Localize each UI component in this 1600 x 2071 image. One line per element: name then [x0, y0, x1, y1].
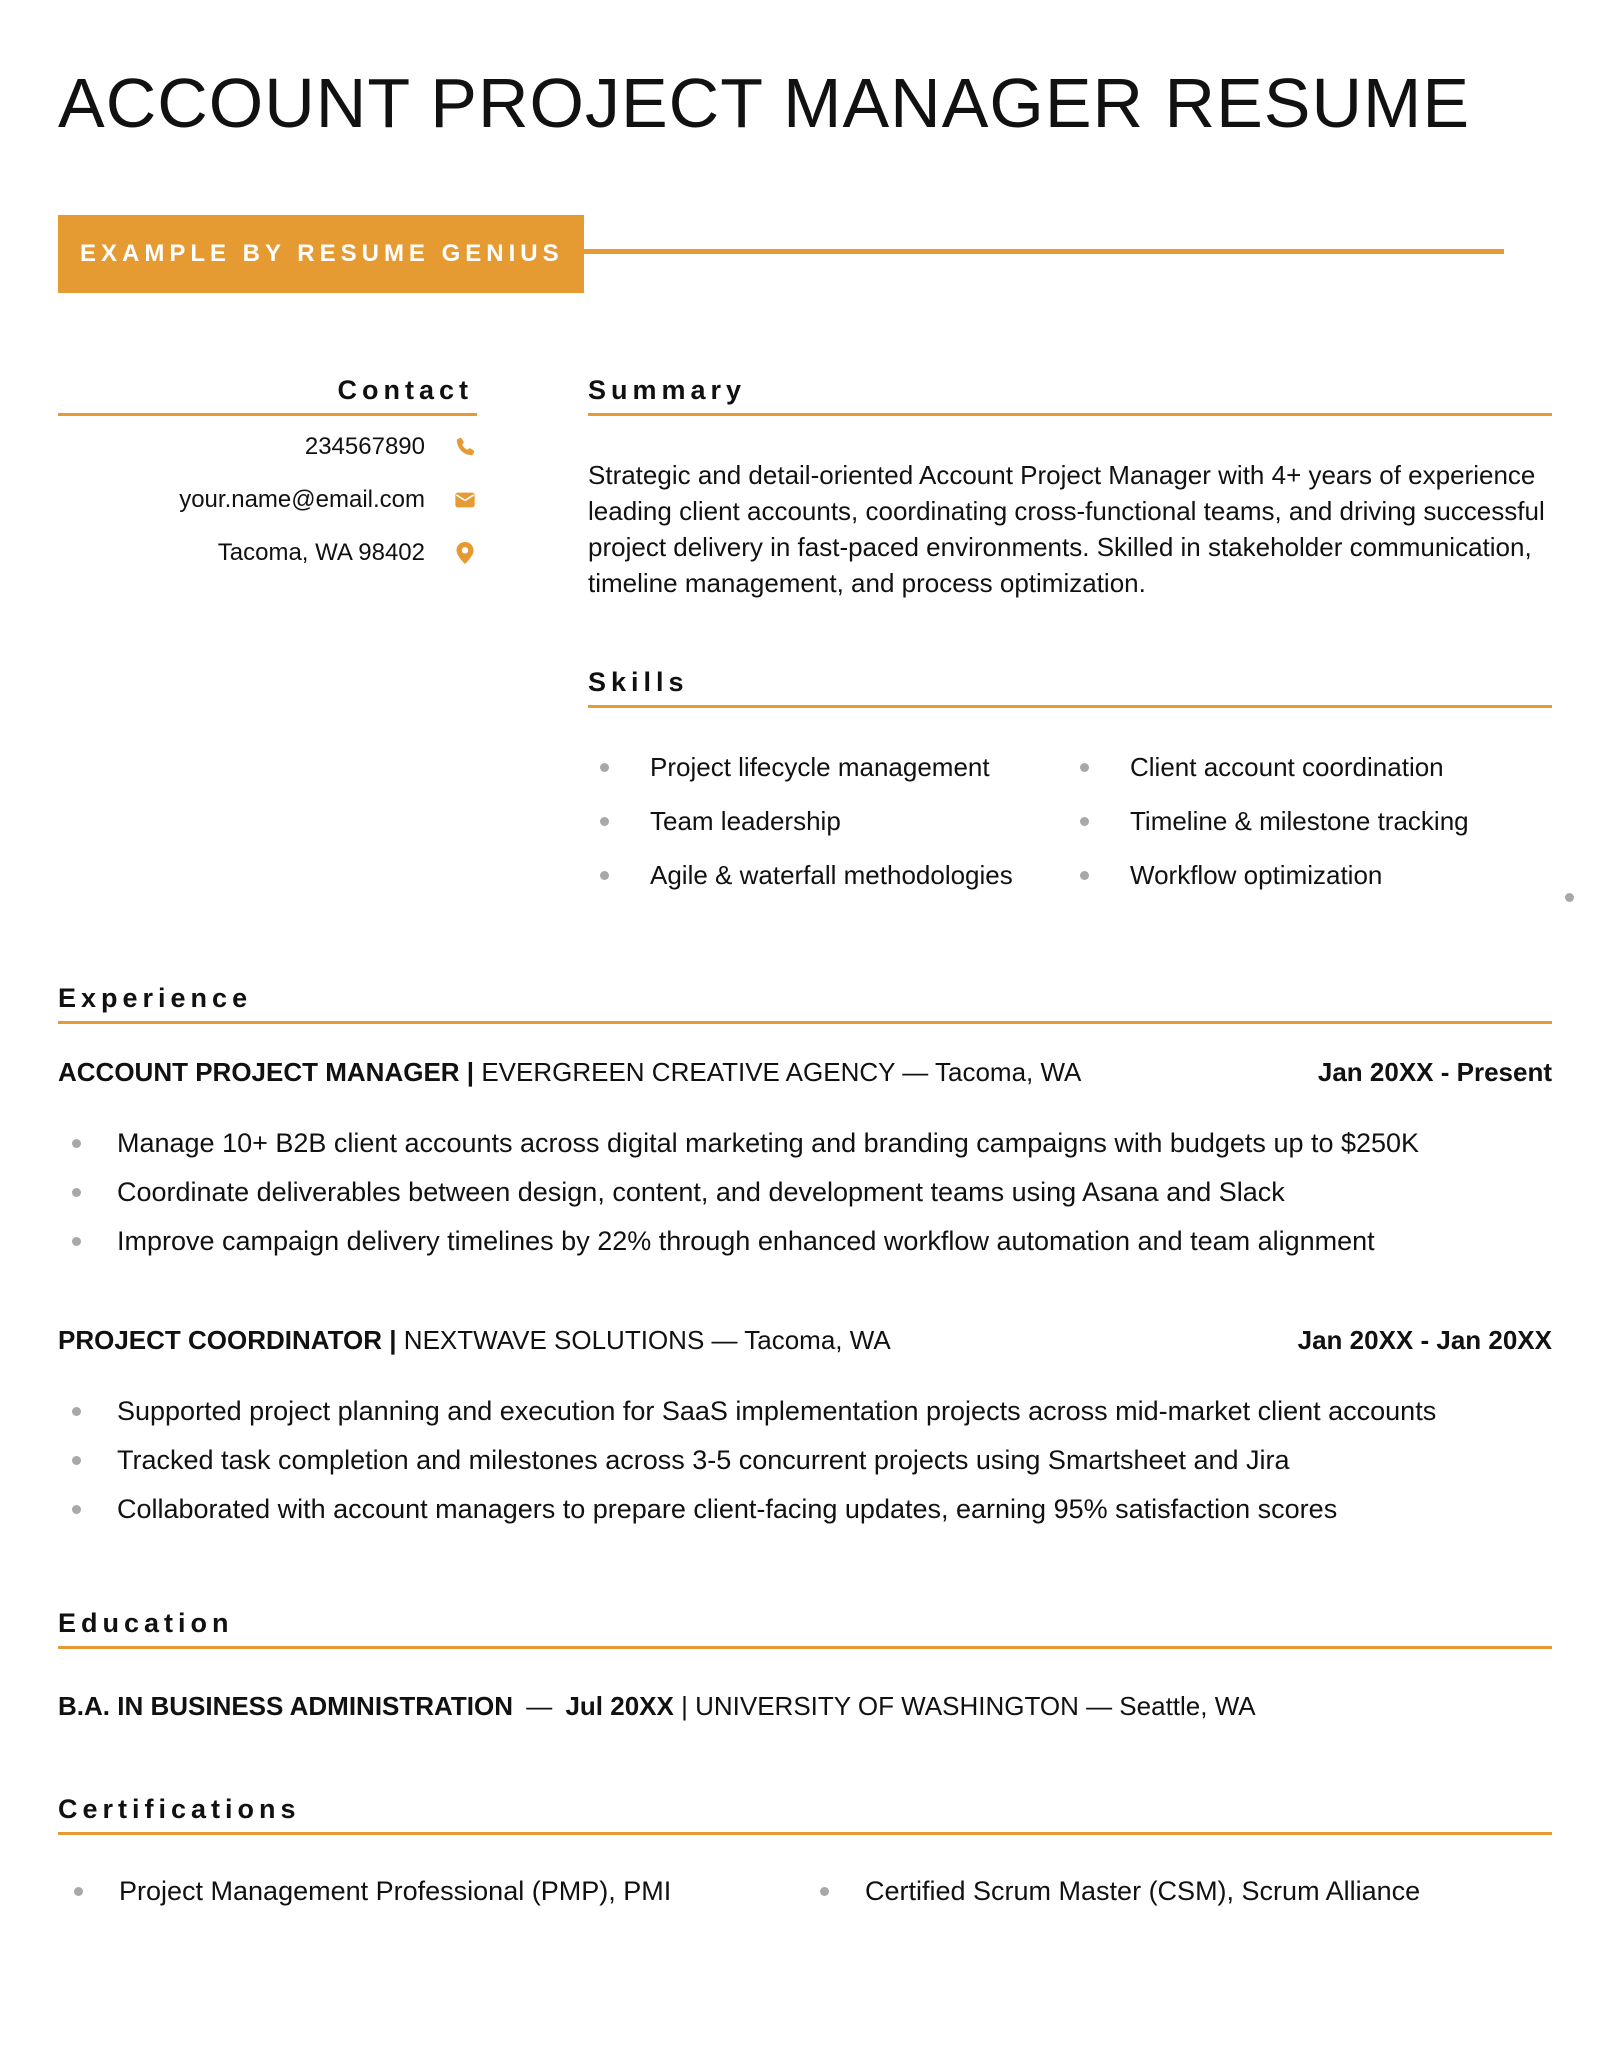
certification-label: Certified Scrum Master (CSM), Scrum Alliance [865, 1875, 1421, 1906]
job-company: EVERGREEN CREATIVE AGENCY — Tacoma, WA [481, 1057, 1082, 1087]
job-dates: Jan 20XX - Present [1317, 1057, 1552, 1087]
job-header [58, 1054, 1552, 1090]
certification-label: Project Management Professional (PMP), PMI [119, 1875, 672, 1906]
job-bullets [72, 1119, 1552, 1266]
summary-heading: Summary [588, 373, 1552, 416]
bullet-text: Supported project planning and execution for SaaS implementation projects across mid-market client accounts [117, 1396, 1437, 1426]
skill-item [1080, 856, 1560, 894]
certifications-list [74, 1872, 1554, 1910]
list-item [72, 1217, 1552, 1266]
summary-text: Strategic and detail-oriented Account Project Manager with 4+ years of experience leading client accounts, coordinating cross-functional teams, and driving successful project delivery in fast-paced environments. Skilled in stakeholder communication, timeline management, and process optimization. [588, 460, 1545, 598]
skill-label: Team leadership [650, 805, 841, 836]
certification-item [74, 1872, 820, 1910]
bullet-text: Coordinate deliverables between design, content, and development teams using Asana and Slack [117, 1177, 1285, 1207]
contact-location: Tacoma, WA 98402 [217, 539, 425, 566]
skill-label: Timeline & milestone tracking [1130, 805, 1469, 836]
education-date: Jul 20XX [565, 1691, 674, 1721]
bullet-text: Manage 10+ B2B client accounts across digital marketing and branding campaigns with budgets up to $250K [117, 1128, 1420, 1158]
skill-label: Agile & waterfall methodologies [650, 859, 1013, 890]
job-heading [58, 1054, 1081, 1090]
skill-label: Project lifecycle management [650, 751, 990, 782]
contact-heading: Contact [58, 373, 477, 416]
bullet-dot [72, 1407, 81, 1416]
list-item [72, 1485, 1552, 1534]
bullet-dot [72, 1505, 81, 1514]
list-item [72, 1436, 1552, 1485]
skills-list [600, 748, 1560, 894]
skills-heading: Skills [588, 665, 1552, 708]
certifications-heading: Certifications [58, 1792, 1552, 1835]
bullet-dot [72, 1237, 81, 1246]
skill-item [600, 748, 1080, 786]
job-separator: | [382, 1325, 404, 1355]
job-heading [58, 1322, 891, 1358]
skill-item [600, 856, 1080, 894]
bullet-dot [72, 1188, 81, 1197]
bullet-text: Improve campaign delivery timelines by 22% through enhanced workflow automation and team alignment [117, 1226, 1375, 1256]
skill-label: Client account coordination [1130, 751, 1444, 782]
job-separator: | [459, 1057, 482, 1087]
skill-item [1080, 748, 1560, 786]
job-title: ACCOUNT PROJECT MANAGER [58, 1057, 460, 1087]
education-separator: | [673, 1691, 696, 1721]
contact-email: your.name@email.com [179, 486, 425, 513]
location-pin-icon [453, 541, 477, 565]
contact-location-row [58, 538, 477, 568]
email-icon [453, 488, 477, 512]
contact-phone: 234567890 [304, 433, 425, 460]
bullet-dot [820, 1887, 829, 1896]
job-header [58, 1322, 1552, 1358]
skill-item [600, 802, 1080, 840]
contact-phone-row [58, 432, 477, 462]
bullet-dot [72, 1139, 81, 1148]
job-bullets [72, 1387, 1552, 1534]
list-item [72, 1168, 1552, 1217]
school: UNIVERSITY OF WASHINGTON — Seattle, WA [695, 1691, 1256, 1721]
page-title: ACCOUNT PROJECT MANAGER RESUME [58, 64, 1471, 142]
bullet-dot [1080, 871, 1089, 880]
bullet-dot [600, 817, 609, 826]
bullet-dot [600, 871, 609, 880]
degree: B.A. IN BUSINESS ADMINISTRATION [58, 1691, 514, 1721]
skill-label: Workflow optimization [1130, 859, 1383, 890]
skill-item [1080, 802, 1560, 840]
list-item [72, 1387, 1552, 1436]
bullet-dot [1080, 817, 1089, 826]
education-entry [58, 1688, 1256, 1724]
bullet-dot [74, 1887, 83, 1896]
contact-email-row [58, 485, 477, 515]
bullet-dot [72, 1456, 81, 1465]
certification-item [820, 1872, 1554, 1910]
bullet-dot [1080, 763, 1089, 772]
job-title: PROJECT COORDINATOR [58, 1325, 383, 1355]
phone-icon [453, 435, 477, 459]
bullet-text: Collaborated with account managers to prepare client-facing updates, earning 95% satisfaction scores [117, 1494, 1338, 1524]
job-company: NEXTWAVE SOLUTIONS — Tacoma, WA [403, 1325, 891, 1355]
education-heading: Education [58, 1606, 1552, 1649]
bullet-dot [600, 763, 609, 772]
banner-rule [584, 249, 1504, 254]
example-banner: EXAMPLE BY RESUME GENIUS [58, 215, 584, 293]
bullet-text: Tracked task completion and milestones across 3-5 concurrent projects using Smartsheet and Jira [117, 1445, 1290, 1475]
list-item [72, 1119, 1552, 1168]
job-dates: Jan 20XX - Jan 20XX [1297, 1325, 1552, 1355]
stray-bullet-dot [1565, 893, 1574, 902]
experience-heading: Experience [58, 981, 1552, 1024]
education-dash: — [519, 1691, 560, 1721]
